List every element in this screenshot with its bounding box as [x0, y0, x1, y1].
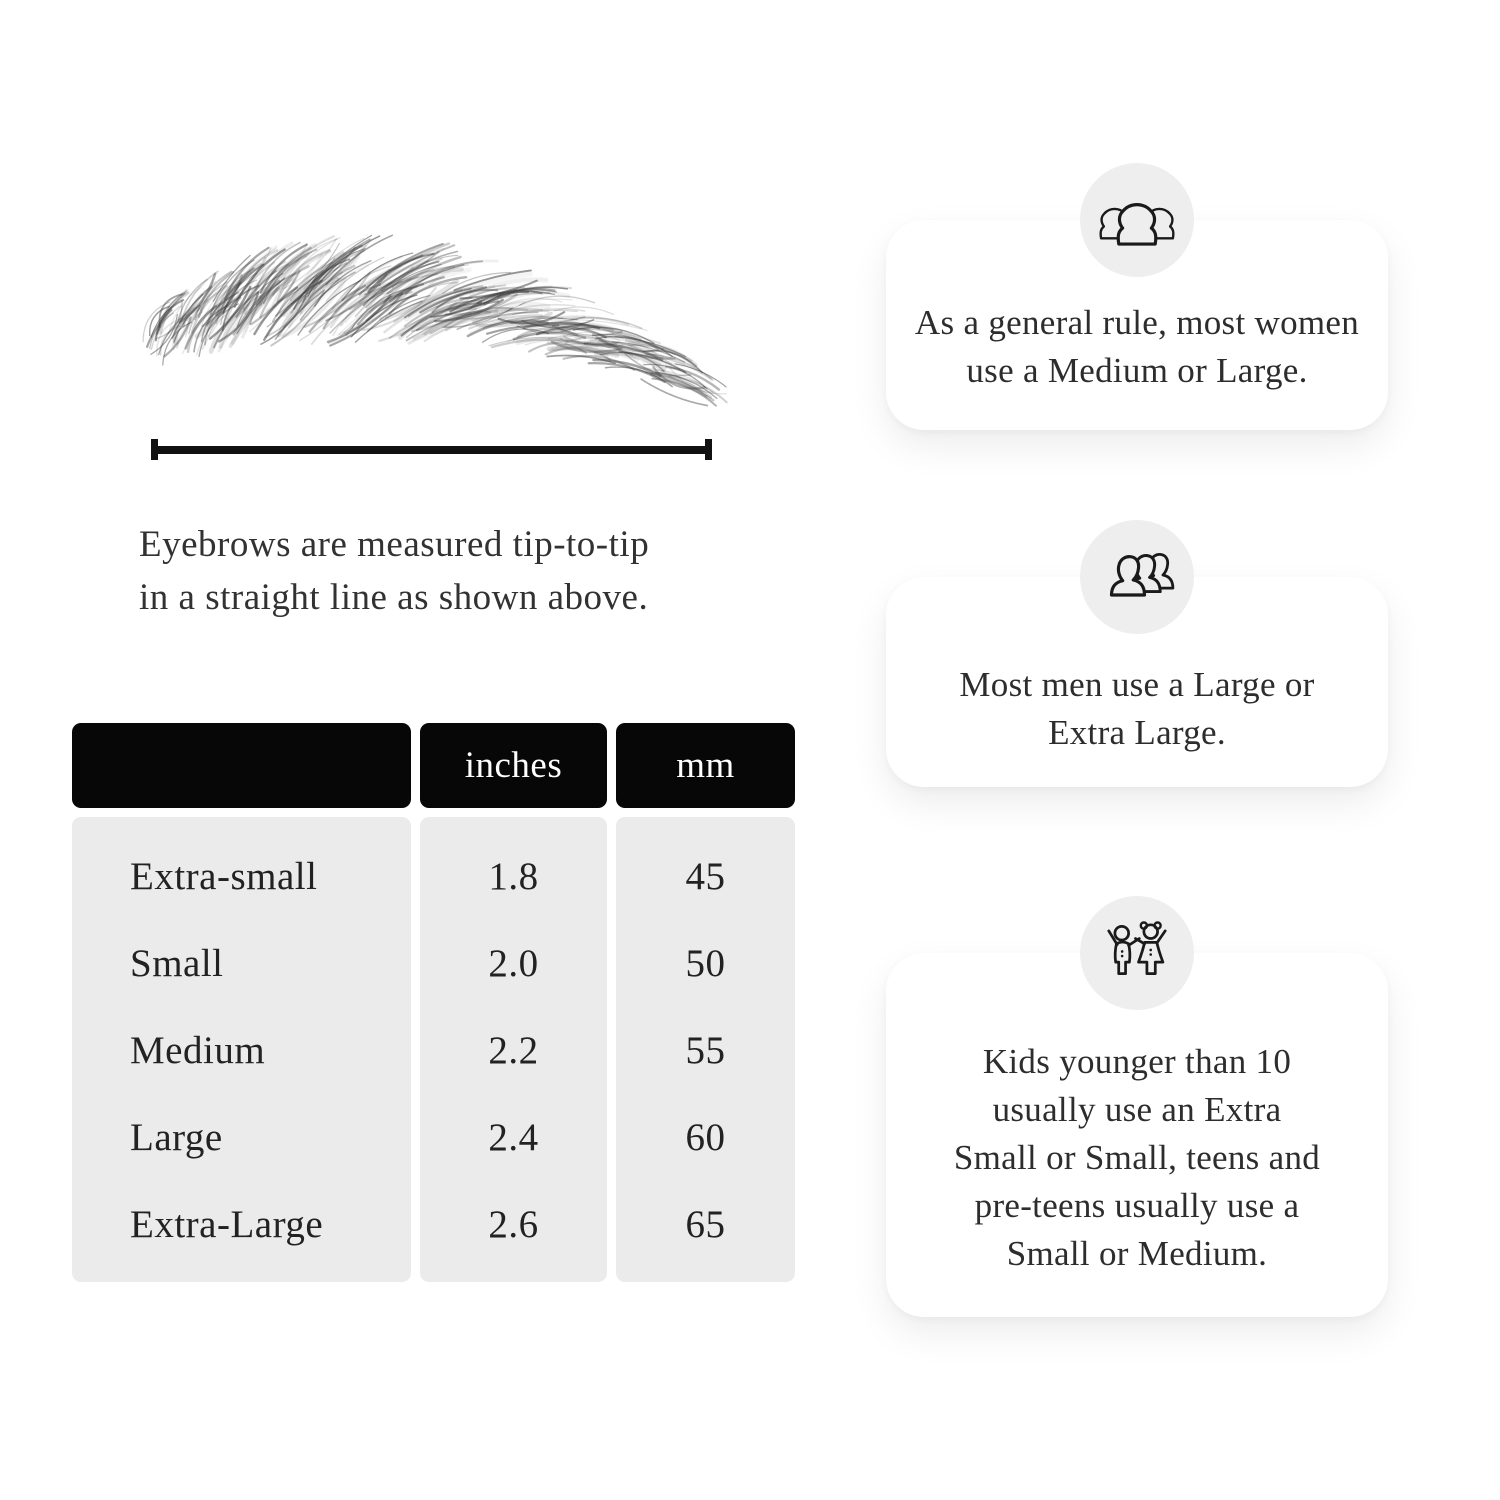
size-label-column [72, 817, 411, 1282]
women-tip-card [886, 220, 1388, 430]
header-cell-size [72, 723, 411, 808]
inches-value: 2.2 [488, 1029, 539, 1072]
inches-value: 2.4 [488, 1116, 539, 1159]
kids-tip-card [886, 953, 1388, 1317]
measurement-right-tick-icon [705, 439, 712, 460]
women-badge [1080, 163, 1194, 277]
kids-badge [1080, 896, 1194, 1010]
size-label: Extra-Large [130, 1203, 324, 1246]
size-table [72, 723, 795, 1282]
size-label: Large [130, 1116, 223, 1159]
inches-value: 2.6 [488, 1203, 539, 1246]
mm-value: 50 [685, 942, 726, 985]
card-text-line: As a general rule, most women [914, 303, 1360, 342]
card-text-line: use a Medium or Large. [966, 351, 1308, 390]
card-text-line: pre-teens usually use a [974, 1186, 1300, 1225]
card-text-line: usually use an Extra [992, 1090, 1282, 1129]
card-text-line: Kids younger than 10 [982, 1042, 1292, 1081]
caption-line: Eyebrows are measured tip-to-tip [139, 524, 650, 565]
size-label: Small [130, 942, 224, 985]
inches-value: 1.8 [488, 855, 539, 898]
mm-value: 55 [685, 1029, 726, 1072]
measurement-caption [139, 518, 779, 624]
size-label: Medium [130, 1029, 266, 1072]
kids-icon [1100, 921, 1174, 985]
eyebrow-illustration [100, 232, 740, 417]
card-text-line: Extra Large. [1048, 713, 1226, 752]
mm-value: 65 [685, 1203, 726, 1246]
size-label: Extra-small [130, 855, 318, 898]
card-text-line: Small or Medium. [1006, 1234, 1268, 1273]
size-table-body [72, 817, 795, 1282]
measurement-bar [151, 446, 712, 454]
mm-column [616, 817, 795, 1282]
men-tip-card [886, 577, 1388, 787]
inches-column [420, 817, 607, 1282]
men-group-icon [1095, 550, 1179, 604]
measurement-line [151, 439, 712, 460]
mm-value: 60 [685, 1116, 726, 1159]
inches-value: 2.0 [488, 942, 539, 985]
header-cell-inches: inches [420, 723, 607, 808]
eyebrow-sketch [100, 232, 740, 417]
men-badge [1080, 520, 1194, 634]
header-cell-mm: mm [616, 723, 795, 808]
card-text-line: Most men use a Large or [959, 665, 1315, 704]
caption-line: in a straight line as shown above. [139, 577, 649, 618]
mm-value: 45 [685, 855, 726, 898]
women-group-icon [1096, 194, 1178, 246]
size-table-header [72, 723, 795, 808]
card-text-line: Small or Small, teens and [953, 1138, 1321, 1177]
